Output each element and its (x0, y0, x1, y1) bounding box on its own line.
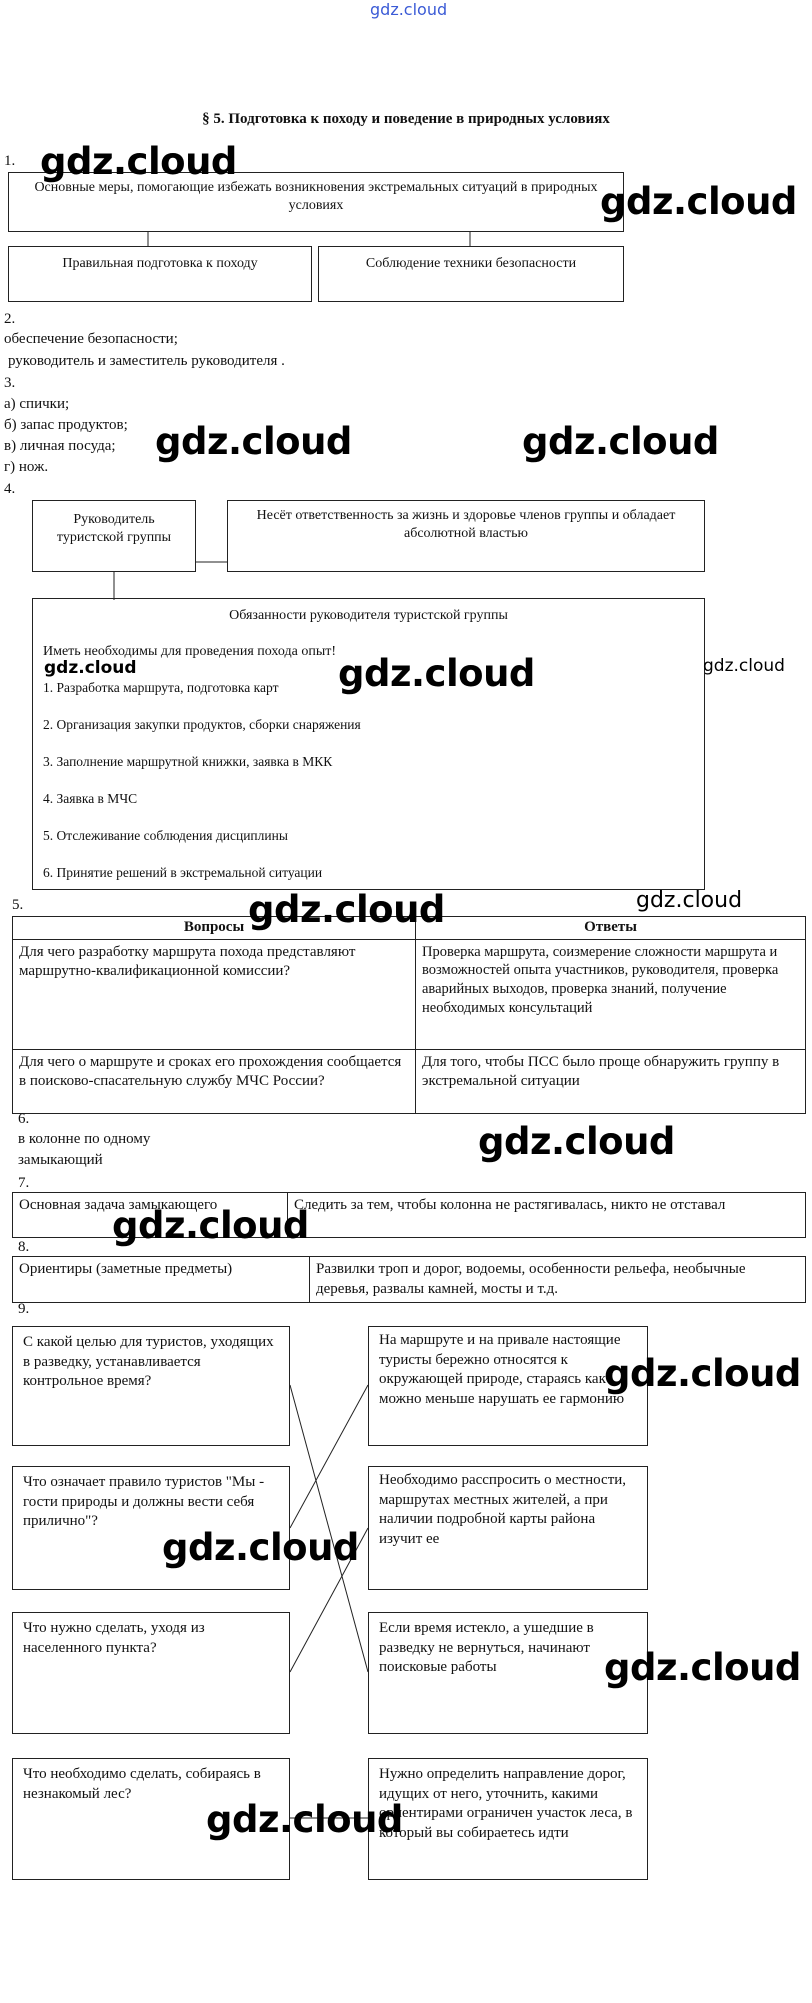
watermark: gdz.cloud (636, 888, 743, 913)
task-8-number: 8. (18, 1239, 30, 1255)
watermark: gdz.cloud (478, 1120, 675, 1163)
task-9-answer-4-text: Нужно определить направление дорог, идущих от него, уточнить, какими ориентирами ограничен участок леса, в который вы собираетесь идти (379, 1766, 633, 1841)
page-title: § 5. Подготовка к походу и поведение в природных условиях (202, 111, 610, 127)
watermark: gdz.cloud (604, 1352, 801, 1395)
task-3-item-d: г) нож. (4, 459, 49, 475)
task-4-duties-intro: Иметь необходимы для проведения похода опыт! (43, 644, 337, 659)
task-1-number: 1. (4, 153, 16, 169)
task-7-number: 7. (18, 1175, 30, 1191)
task-5-col-answers: Ответы (416, 917, 806, 940)
task-6-line-2: замыкающий (18, 1152, 103, 1168)
task-4-duty-3: 3. Заполнение маршрутной книжки, заявка в МКК (43, 754, 333, 769)
task-1-main-text: Основные меры, помогающие избежать возникновения экстремальных ситуаций в природных условиях (34, 180, 598, 214)
task-4-duties-title: Обязанности руководителя туристской группы (229, 608, 508, 623)
task-5-answer-2: Для того, чтобы ПСС было проще обнаружить группу в экстремальной ситуации (416, 1049, 806, 1113)
watermark: gdz.cloud (44, 658, 137, 678)
task-4-responsibility-text: Несёт ответственность за жизнь и здоровье членов группы и обладает абсолютной властью (256, 508, 676, 542)
match-line-2 (290, 1385, 368, 1528)
task-9-number: 9. (18, 1301, 30, 1317)
watermark: gdz.cloud (522, 420, 719, 463)
task-4-duty-4: 4. Заявка в МЧС (43, 791, 138, 806)
task-9-answer-2-text: Необходимо расспросить о местности, маршрутах местных жителей, а при наличии подробной карты района изучит ее (379, 1472, 627, 1547)
task-4-number: 4. (4, 481, 16, 497)
watermark: gdz.cloud (600, 180, 797, 223)
task-3-number: 3. (4, 375, 16, 391)
task-4-duty-1: 1. Разработка маршрута, подготовка карт (43, 680, 279, 695)
task-4-leader-text: Руководитель туристской группы (56, 512, 172, 546)
task-5-answer-1: Проверка маршрута, соизмерение сложности маршрута и возможностей опыта участников, руководителя, проверка аварийных выходов, проверка знаний, получение необходимых консультаций (416, 939, 806, 1049)
task-7-right: Следить за тем, чтобы колонна не растягивалась, никто не отставал (288, 1193, 806, 1238)
task-1-right-text: Соблюдение техники безопасности (365, 256, 577, 271)
task-6-number: 6. (18, 1111, 30, 1127)
task-4-duty-6: 6. Принятие решений в экстремальной ситуации (43, 865, 323, 880)
task-8-left: Ориентиры (заметные предметы) (13, 1257, 310, 1303)
task-7-left: Основная задача замыкающего (13, 1193, 288, 1238)
watermark: gdz.cloud (338, 652, 535, 695)
task-5-question-1: Для чего разработку маршрута похода представляют маршрутно-квалификационной комиссии? (13, 939, 416, 1049)
task-5-col-questions: Вопросы (13, 917, 416, 940)
watermark: gdz.cloud (40, 140, 237, 183)
task-9-answer-1-text: На маршруте и на привале настоящие туристы бережно относятся к окружающей природе, стараясь как можно меньше нарушать ее гармонию (379, 1332, 625, 1407)
task-3-item-c: в) личная посуда; (4, 438, 116, 454)
watermark: gdz.cloud (248, 888, 445, 931)
task-9-question-1-text: С какой целью для туристов, уходящих в разведку, устанавливается контрольное время? (23, 1334, 274, 1389)
task-2-line-1: обеспечение безопасности; (4, 331, 178, 347)
task-8-right: Развилки троп и дорог, водоемы, особенности рельефа, необычные деревья, развалы камней, мосты и т.д. (310, 1257, 806, 1303)
watermark: gdz.cloud (604, 1646, 801, 1689)
watermark: gdz.cloud (155, 420, 352, 463)
watermark: gdz.cloud (162, 1526, 359, 1569)
task-9-question-2-text: Что означает правило туристов "Мы - гости природы и должны вести себя прилично"? (23, 1474, 265, 1529)
task-4-duty-5: 5. Отслеживание соблюдения дисциплины (43, 828, 288, 843)
watermark: gdz.cloud (206, 1798, 403, 1841)
task-6-line-1: в колонне по одному (18, 1131, 151, 1147)
task-9-answer-3-text: Если время истекло, а ушедшие в разведку не вернуться, начинают поисковые работы (379, 1620, 594, 1675)
task-4-duty-2: 2. Организация закупки продуктов, сборки снаряжения (43, 717, 361, 732)
top-watermark[interactable]: gdz.cloud (370, 0, 448, 19)
task-3-item-a: а) спички; (4, 396, 70, 412)
task-2-number: 2. (4, 311, 16, 327)
task-3-item-b: б) запас продуктов; (4, 417, 128, 433)
task-9-question-4-text: Что необходимо сделать, собираясь в незнакомый лес? (23, 1766, 261, 1802)
watermark: gdz.cloud (112, 1204, 309, 1247)
task-2-line-2: руководитель и заместитель руководителя . (8, 353, 285, 369)
task-1-left-text: Правильная подготовка к походу (62, 256, 258, 271)
watermark: gdz.cloud (703, 656, 785, 676)
task-9-question-3-text: Что нужно сделать, уходя из населенного пункта? (23, 1620, 205, 1656)
task-5-number: 5. (12, 897, 24, 913)
task-5-question-2: Для чего о маршруте и сроках его прохождения сообщается в поисково-спасательную службу МЧС России? (13, 1049, 416, 1113)
